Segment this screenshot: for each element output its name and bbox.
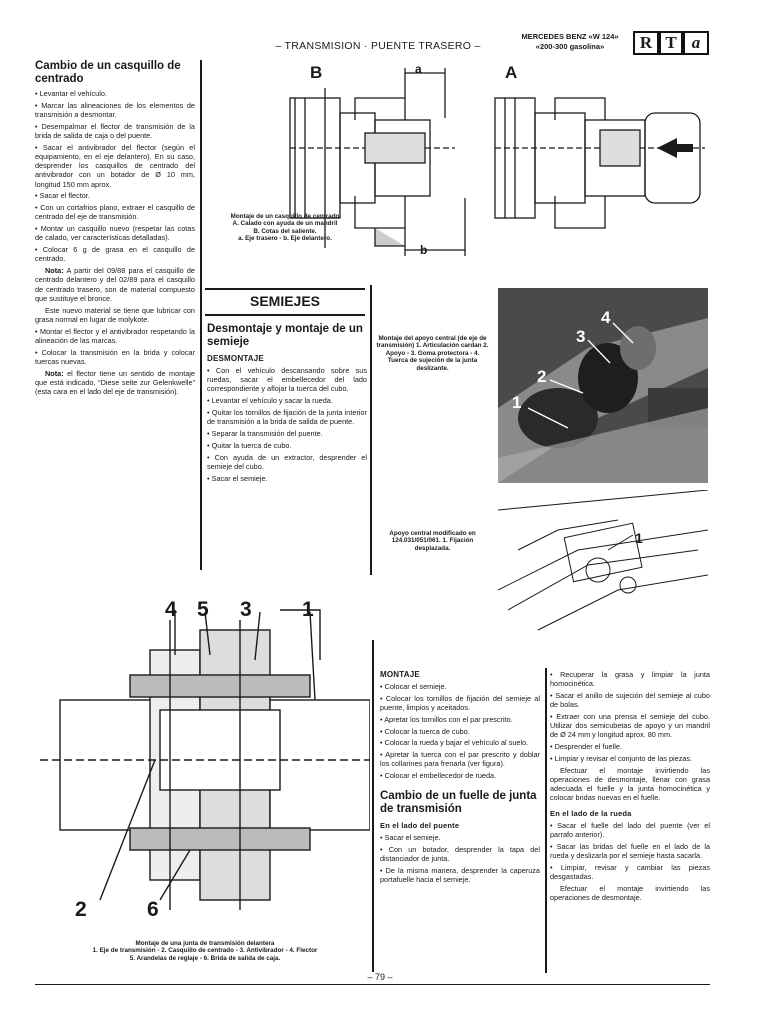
list-item: • Colocar los tornillos de fijación del semieje al puente, limpios y aceitados.	[380, 694, 540, 712]
semiejes-rule-top	[205, 288, 365, 290]
list-item: • Sacar el semieje.	[380, 833, 540, 842]
list-item: • Limpiar, revisar y cambiar las piezas desgastadas.	[550, 863, 710, 881]
photo1-caption: Montaje del apoyo central (de eje de transmisión) 1. Articulación cardan 2. Apoyo - 3. Goma protectora - 4. Tuerca de sujeción de la junta deslizante.	[376, 335, 489, 372]
photo1-callout-4: 4	[601, 308, 611, 327]
rta-logo-letter-a: a	[683, 31, 709, 55]
dim-label-a: a	[415, 62, 422, 76]
list-item: • Levantar el vehículo y sacar la rueda.	[207, 396, 367, 405]
montaje-steps	[380, 682, 540, 780]
joint-callout-4: 4	[165, 598, 177, 621]
caption-title: Montaje de una junta de transmisión delantera	[135, 940, 275, 947]
joint-callout-5: 5	[197, 598, 209, 621]
list-item: • Colocar la rueda y bajar el vehículo al suelo.	[380, 738, 540, 747]
rta-logo-letter-t: T	[659, 31, 683, 55]
list-item: • Colocar 6 g de grasa en el casquillo de centrado.	[35, 245, 195, 263]
photo2-callout-1: 1	[635, 530, 643, 546]
caption-line: A. Calado con ayuda de un mandril	[232, 220, 338, 228]
joint-callout-1: 1	[302, 598, 314, 621]
list-item: • Apretar la tuerca con el par prescrito y doblar los collarines para frenarla (ver figura).	[380, 750, 540, 768]
list-item: • Sacar las bridas del fuelle en el lado de la rueda y deslizarla por el semieje hasta sacarla.	[550, 842, 710, 860]
caption-title: Montaje de un casquillo de centrado	[230, 213, 340, 220]
list-item: • Con el vehículo descansando sobre sus ruedas, sacar el embellecedor del lado correspondiente y aflojar la tuerca del cubo.	[207, 366, 367, 394]
semiejes-rule-bottom	[205, 314, 365, 316]
photo2-caption: Apoyo central modificado en 124.031/051/061. 1. Fijación desplazada.	[389, 530, 476, 552]
casquillo-title: Cambio de un casquillo de centrado	[35, 60, 181, 85]
divider-bottom-right	[545, 668, 547, 973]
caption-line: 1. Eje de transmisión - 2. Casquillo de centrado - 3. Antivibrador - 4. Flector	[92, 947, 318, 955]
list-item: • Sacar el antivibrador del flector (según el equipamiento, en el eje delantero). En su caso, desprender los casquillos de centrado del antivibrador con un botador de Ø 10 mm, longitud 150 mm aprox.	[35, 143, 195, 189]
photo1-callout-2: 2	[537, 367, 547, 386]
footer-rule	[35, 984, 710, 985]
section-title: – TRANSMISION · PUENTE TRASERO –	[275, 40, 481, 52]
dim-label-b: b	[420, 243, 428, 257]
list-item: • Con un cortafrios plano, extraer el casquillo de centrado del eje de transmisión.	[35, 203, 195, 221]
divider-bottom-left	[372, 640, 374, 975]
list-item: • Marcar las alineaciones de los elementos de transmisión a desmontar.	[35, 101, 195, 119]
divider-left	[200, 60, 202, 570]
list-item: • Sacar el flector.	[35, 191, 195, 200]
list-item: • Colocar la transmisión en la brida y colocar tuercas nuevas.	[35, 348, 195, 366]
note-paragraph	[35, 266, 195, 303]
list-item: • Colocar el semieje.	[380, 682, 540, 691]
list-item: • Colocar el embellecedor de rueda.	[380, 771, 540, 780]
joint-callout-6: 6	[147, 898, 159, 921]
joint-callout-2: 2	[75, 898, 87, 921]
model-line-1: MERCEDES BENZ «W 124»	[521, 32, 619, 41]
semiejes-column	[207, 323, 367, 485]
fig-label-b: B	[310, 63, 323, 82]
desmontaje-steps	[207, 366, 367, 483]
list-item: • Desprender el fuelle.	[550, 742, 710, 751]
driveshaft-joint-diagram	[40, 600, 370, 935]
paragraph: Efectuar el montaje invirtiendo las operaciones de desmontaje.	[550, 883, 710, 902]
note-text: el flector tiene un sentido de montaje que está indicado, “Diese seite zur Gelenkwelle” (esta cara en el lado del eje de transmisión).	[35, 368, 195, 397]
list-item: • Extraer con una prensa el semieje del cubo. Utilizar dos semicubetas de apoyo y un mandril de Ø 24 mm y longitud aprox. 80 mm.	[550, 712, 710, 740]
paragraph: Efectuar el montaje invirtiendo las operaciones de desmontaje, llenar con grasa adecuada el fuelle y la junta homocinética y colocar bridas nuevas en el fuelle.	[550, 765, 710, 803]
joint-callout-3: 3	[240, 598, 252, 621]
list-item: • De la misma manera, desprender la caperuza portafuelle hacia el semieje.	[380, 866, 540, 884]
note-extra: Este nuevo material se tiene que lubricar con grasa normal en lugar de molykote.	[35, 305, 195, 324]
list-item: • Montar un casquillo nuevo (respetar las cotas de calado, ver características detalladas).	[35, 224, 195, 242]
list-item: • Recuperar la grasa y limpiar la junta homocinética.	[550, 670, 710, 688]
list-item: • Sacar el fuelle del lado del puente (ver el parrafo anterior).	[550, 821, 710, 839]
left-column	[35, 60, 195, 399]
list-item: • Sacar el semieje.	[207, 474, 367, 483]
photo1-callout-1: 1	[512, 393, 522, 412]
list-item: • Sacar el anillo de sujeción del semieje al cubo de bolas.	[550, 691, 710, 709]
note-label: Nota:	[45, 266, 64, 276]
list-item: • Colocar la tuerca de cubo.	[380, 727, 540, 736]
caption-line: B. Cotas del saliente.	[253, 227, 317, 235]
modified-center-support-drawing	[498, 490, 708, 640]
semiejes-heading: SEMIEJES	[249, 293, 321, 309]
casquillo-steps	[35, 89, 195, 396]
fuelle-steps-continued	[550, 670, 710, 803]
driveshaft-joint-caption	[35, 940, 375, 962]
divider-mid	[370, 285, 372, 575]
list-item: • Limpiar y revisar el conjunto de las piezas.	[550, 754, 710, 763]
centering-bushing-caption	[210, 213, 360, 243]
list-item: • Montar el flector y el antivibrador respetando la alineación de las marcas.	[35, 327, 195, 345]
page-number: – 79 –	[340, 972, 420, 982]
caption-line: 5. Arandelas de reglaje - 6. Brida de salida de caja.	[129, 954, 281, 962]
lado-puente-label: En el lado del puente	[380, 821, 460, 831]
list-item: • Levantar el vehículo.	[35, 89, 195, 98]
list-item: • Quitar la tuerca de cubo.	[207, 441, 367, 450]
list-item: • Desempalmar el flector de transmisión de la brida de salida de caja o del puente.	[35, 122, 195, 140]
note-label: Nota:	[45, 368, 64, 378]
desmontaje-label: DESMONTAJE	[207, 354, 264, 363]
fig-label-a: A	[505, 63, 518, 82]
lado-rueda-steps	[550, 821, 710, 902]
rta-logo-letter-r: R	[633, 31, 659, 55]
caption-line: a. Eje trasero - b. Eje delantero.	[238, 235, 332, 243]
list-item: • Quitar los tornillos de fijación de la junta interior de transmisión a la brida de salida de puente.	[207, 408, 367, 426]
montaje-label: MONTAJE	[380, 670, 420, 679]
note-paragraph	[35, 369, 195, 397]
fuelle-steps	[380, 833, 540, 884]
fuelle-title: Cambio de un fuelle de junta de transmisión	[380, 790, 537, 815]
list-item: • Apretar los tornillos con el par prescrito.	[380, 715, 540, 724]
right-column	[550, 670, 710, 905]
note-text: A partir del 09/88 para el casquillo de centrado delantero y del 02/89 para el casquillo de centrado trasero, son de material compuesto que sustituye el bronce.	[35, 266, 195, 303]
lado-rueda-label: En el lado de la rueda	[550, 808, 632, 818]
montaje-column	[380, 670, 540, 887]
list-item: • Separar la transmisión del puente.	[207, 429, 367, 438]
photo1-callout-3: 3	[576, 327, 586, 346]
model-line-2: «200-300 gasolina»	[535, 42, 605, 51]
list-item: • Con ayuda de un extractor, desprender el semieje del cubo.	[207, 453, 367, 471]
list-item: • Con un botador, desprender la tapa del distanciador de junta.	[380, 845, 540, 863]
semieje-title: Desmontaje y montaje de un semieje	[207, 323, 363, 348]
